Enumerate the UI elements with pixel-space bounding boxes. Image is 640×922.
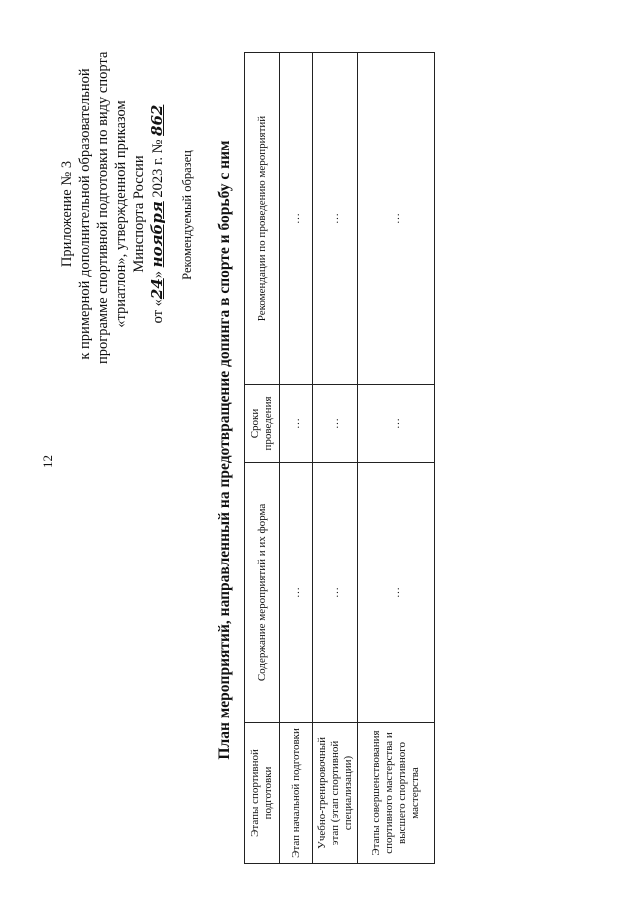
stage-cell: Учебно-тренировочный этап (этап спортивной специализации) (313, 722, 358, 863)
annex-line-1: к примерной дополнительной образовательной (77, 68, 93, 360)
handwritten-order-number: 862 (148, 104, 166, 136)
header-recommendations: Рекомендации по проведению мероприятий (245, 53, 280, 385)
measures-table (244, 52, 435, 864)
annex-header (58, 51, 167, 364)
order-date-line (148, 64, 167, 364)
handwritten-day: 24 (148, 278, 166, 300)
date-prefix: от « (150, 299, 166, 324)
stage-cell: Этапы совершенствования спортивного мастерства и высшего спортивного мастерства (358, 722, 435, 863)
page-number: 12 (40, 455, 55, 468)
content-cell: … (313, 462, 358, 722)
table-header-row (245, 53, 280, 864)
date-year: 2023 г. № (150, 135, 166, 202)
header-dates: Сроки проведения (245, 385, 280, 463)
table-row (280, 53, 313, 864)
date-mid: » (150, 267, 166, 279)
dates-cell: … (358, 385, 435, 463)
recommendations-cell: … (358, 53, 435, 385)
table-row (313, 53, 358, 864)
stage-cell: Этап начальной подготовки (280, 722, 313, 863)
table-row (358, 53, 435, 864)
recommendations-cell: … (313, 53, 358, 385)
header-content: Содержание мероприятий и их форма (245, 462, 280, 722)
content-cell: … (358, 462, 435, 722)
annex-line-4: Минспорта России (131, 155, 147, 273)
content-cell: … (280, 462, 313, 722)
sample-label: Рекомендуемый образец (180, 150, 194, 280)
dates-cell: … (280, 385, 313, 463)
recommendations-cell: … (280, 53, 313, 385)
dates-cell: … (313, 385, 358, 463)
annex-line-3: «триатлон», утвержденной приказом (113, 100, 129, 328)
annex-title: Приложение № 3 (59, 160, 75, 268)
header-stages: Этапы спортивной подготовки (245, 722, 280, 863)
annex-line-2: программе спортивной подготовки по виду спорта (95, 51, 111, 364)
document-title: План мероприятий, направленный на предотвращение допинга в спорте и борьбу с ним (216, 140, 233, 760)
handwritten-month: ноября (148, 201, 166, 268)
